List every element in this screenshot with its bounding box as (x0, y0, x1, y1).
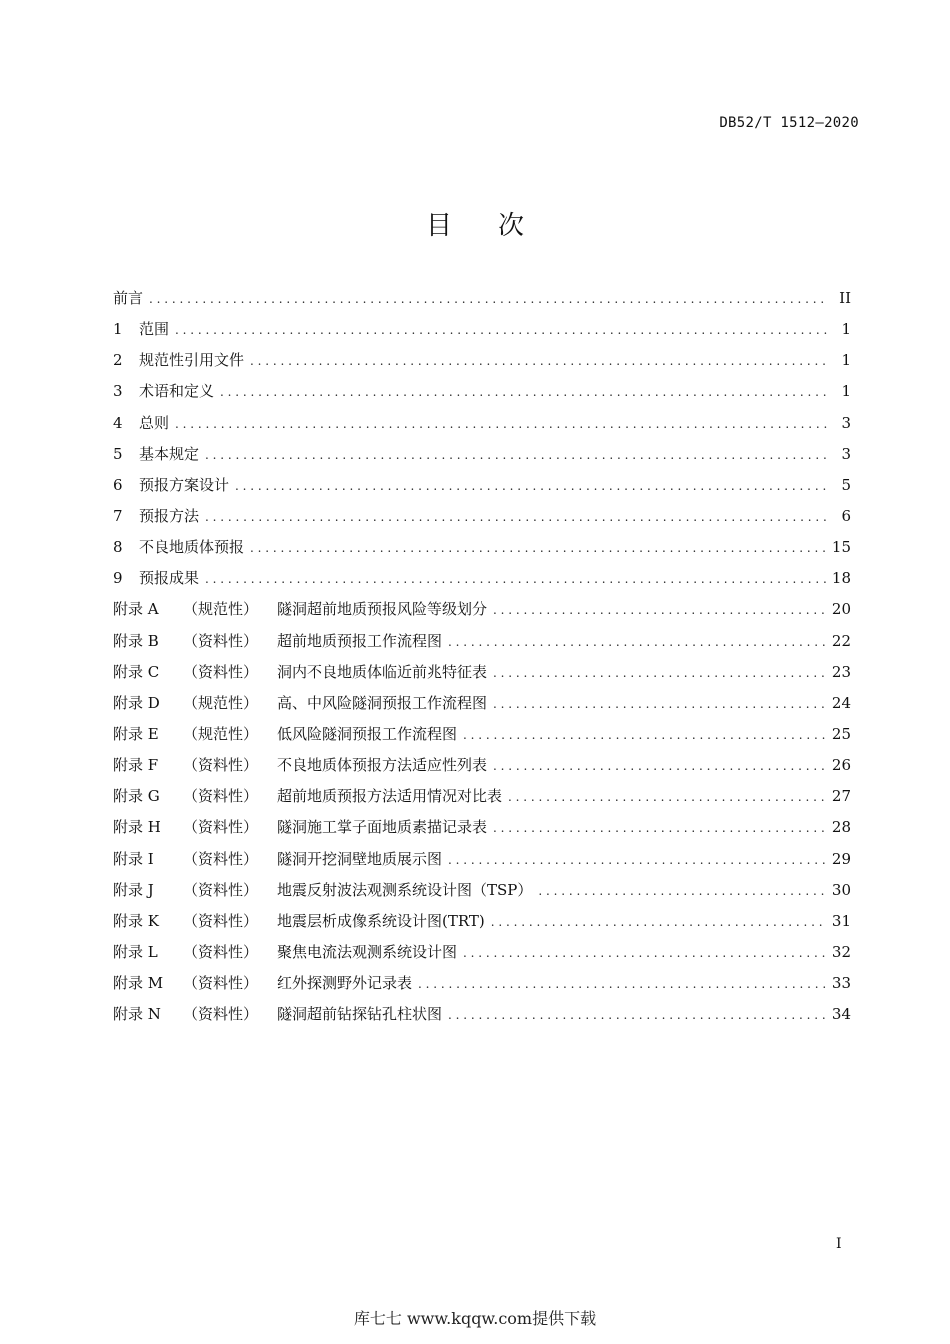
toc-section-number: 6 (113, 475, 123, 494)
toc-appendix-label: 附录 H (113, 818, 161, 837)
toc-page-number: 3 (841, 444, 851, 463)
toc-page-number: 1 (841, 351, 851, 370)
toc-appendix-kind: （资料性） (183, 942, 259, 961)
toc-entry-title: 地震反射波法观测系统设计图（TSP） (277, 880, 533, 899)
toc-appendix-kind: （资料性） (183, 880, 259, 899)
toc-entry[interactable] (113, 999, 851, 1030)
toc-entry-title: 前言 (113, 289, 144, 307)
toc-dot-leader (250, 533, 826, 564)
toc-section-number: 1 (113, 320, 123, 339)
toc-appendix-kind: （资料性） (183, 631, 259, 650)
toc-entry[interactable] (113, 937, 851, 968)
toc-page-number: 32 (831, 942, 851, 961)
toc-appendix-label: 附录 E (113, 724, 159, 743)
toc-page-number: 3 (841, 413, 851, 432)
toc-appendix-label: 附录 J (113, 880, 154, 899)
toc-entry-title: 隧洞施工掌子面地质素描记录表 (277, 818, 488, 837)
toc-dot-leader (463, 720, 826, 751)
toc-entry[interactable] (113, 906, 851, 937)
toc-page-number: 20 (831, 600, 851, 619)
toc-section-number: 5 (113, 444, 123, 463)
toc-appendix-label: 附录 B (113, 631, 159, 650)
toc-page-number: 24 (831, 693, 851, 712)
toc-page-number: 22 (831, 631, 851, 650)
toc-page-number: 23 (831, 662, 851, 681)
toc-entry[interactable] (113, 812, 851, 843)
toc-entry-title: 总则 (139, 413, 170, 432)
toc-entry[interactable] (113, 750, 851, 781)
toc-entry[interactable] (113, 875, 851, 906)
toc-entry-title: 基本规定 (139, 444, 200, 463)
toc-dot-leader (220, 377, 827, 408)
toc-entry[interactable] (113, 563, 851, 594)
toc-entry-title: 隧洞超前钻探钻孔柱状图 (277, 1005, 443, 1024)
toc-section-number: 3 (113, 382, 123, 401)
toc-appendix-kind: （资料性） (183, 756, 259, 775)
toc-entry-title: 超前地质预报工作流程图 (277, 631, 443, 650)
toc-entry[interactable] (113, 408, 851, 439)
toc-entry[interactable] (113, 439, 851, 470)
toc-dot-leader (448, 1000, 826, 1031)
toc-appendix-label: 附录 C (113, 662, 160, 681)
page-number: I (836, 1236, 842, 1252)
toc-section-number: 8 (113, 538, 123, 557)
toc-dot-leader (205, 502, 827, 533)
toc-dot-leader (448, 845, 826, 876)
toc-entry[interactable] (113, 719, 851, 750)
toc-page-number: 29 (831, 849, 851, 868)
toc-entry-title: 隧洞超前地质预报风险等级划分 (277, 600, 488, 619)
toc-dot-leader (205, 440, 827, 471)
toc-entry-title: 预报成果 (139, 569, 200, 588)
toc-page-number: 34 (831, 1005, 851, 1024)
toc-dot-leader (175, 409, 827, 440)
toc-page-number: 30 (831, 880, 851, 899)
toc-entry-title: 超前地质预报方法适用情况对比表 (277, 787, 503, 806)
toc-section-number: 2 (113, 351, 123, 370)
toc-page-number: 28 (831, 818, 851, 837)
toc-appendix-label: 附录 A (113, 600, 159, 619)
toc-entry-title: 隧洞开挖洞壁地质展示图 (277, 849, 443, 868)
toc-entry-title: 红外探测野外记录表 (277, 974, 413, 993)
toc-entry[interactable] (113, 594, 851, 625)
toc-entry-title: 高、中风险隧洞预报工作流程图 (277, 693, 488, 712)
toc-page-number: 6 (841, 506, 851, 525)
toc-appendix-kind: （资料性） (183, 1005, 259, 1024)
toc-appendix-kind: （资料性） (183, 818, 259, 837)
toc-dot-leader (205, 564, 826, 595)
toc-appendix-label: 附录 K (113, 911, 159, 930)
toc-dot-leader (175, 315, 827, 346)
toc-entry-title: 洞内不良地质体临近前兆特征表 (277, 662, 488, 681)
toc-dot-leader (250, 346, 827, 377)
toc-section-number: 4 (113, 413, 123, 432)
toc-dot-leader (493, 813, 826, 844)
toc-page-number: 31 (831, 911, 851, 930)
toc-entry[interactable] (113, 345, 851, 376)
toc-entry[interactable] (113, 844, 851, 875)
toc-page-number: 25 (831, 724, 851, 743)
toc-section-number: 9 (113, 569, 123, 588)
toc-entry[interactable] (113, 532, 851, 563)
toc-appendix-kind: （资料性） (183, 911, 259, 930)
toc-page-number: 5 (841, 475, 851, 494)
toc-appendix-kind: （资料性） (183, 662, 259, 681)
toc-entry-title: 范围 (139, 320, 170, 339)
toc-entry[interactable] (113, 501, 851, 532)
toc-section-number: 7 (113, 506, 123, 525)
toc-appendix-label: 附录 L (113, 942, 158, 961)
toc-entry[interactable] (113, 314, 851, 345)
toc-page-number: 1 (841, 320, 851, 339)
toc-appendix-label: 附录 F (113, 756, 159, 775)
toc-appendix-kind: （资料性） (183, 787, 259, 806)
toc-dot-leader (538, 876, 826, 907)
toc-page-number: 27 (831, 787, 851, 806)
toc-entry[interactable] (113, 688, 851, 719)
toc-dot-leader (508, 782, 826, 813)
toc-page-number: 26 (831, 756, 851, 775)
toc-appendix-label: 附录 G (113, 787, 160, 806)
toc-entry-title: 预报方法 (139, 506, 200, 525)
toc-entry[interactable] (113, 376, 851, 407)
page-title: 目次 (425, 211, 570, 241)
toc-appendix-label: 附录 N (113, 1005, 161, 1024)
toc-dot-leader (493, 689, 826, 720)
toc-entry[interactable] (113, 283, 851, 314)
toc-dot-leader (418, 969, 826, 1000)
toc-entry[interactable] (113, 470, 851, 501)
toc-dot-leader (235, 471, 827, 502)
footer-watermark: 库七七 www.kqqw.com提供下载 (353, 1309, 597, 1328)
toc-appendix-kind: （资料性） (183, 974, 259, 993)
toc-dot-leader (149, 284, 827, 315)
toc-entry-title: 不良地质体预报 (139, 538, 245, 557)
toc-appendix-label: 附录 M (113, 974, 164, 993)
toc-dot-leader (493, 658, 826, 689)
document-code: DB52/T 1512—2020 (719, 115, 859, 131)
toc-appendix-label: 附录 I (113, 849, 154, 868)
toc-entry-title: 地震层析成像系统设计图(TRT) (277, 911, 485, 930)
toc-dot-leader (491, 907, 826, 938)
toc-entry-title: 不良地质体预报方法适应性列表 (277, 756, 488, 775)
toc-entry-title: 预报方案设计 (139, 475, 230, 494)
toc-entry[interactable] (113, 968, 851, 999)
toc-appendix-label: 附录 D (113, 693, 160, 712)
toc-entry[interactable] (113, 626, 851, 657)
toc-page-number: II (839, 289, 851, 307)
toc-page-number: 18 (831, 569, 851, 588)
toc-appendix-kind: （规范性） (183, 693, 259, 712)
toc-page-number: 33 (831, 974, 851, 993)
toc-entry[interactable] (113, 781, 851, 812)
toc-page-number: 15 (831, 538, 851, 557)
toc-appendix-kind: （规范性） (183, 724, 259, 743)
toc-entry-title: 规范性引用文件 (139, 351, 245, 370)
toc-entry-title: 聚焦电流法观测系统设计图 (277, 942, 458, 961)
toc-page-number: 1 (841, 382, 851, 401)
toc-entry-title: 术语和定义 (139, 382, 215, 401)
toc-appendix-kind: （资料性） (183, 849, 259, 868)
toc-dot-leader (493, 595, 826, 626)
toc-appendix-kind: （规范性） (183, 600, 259, 619)
toc-dot-leader (493, 751, 826, 782)
table-of-contents (113, 283, 851, 1030)
toc-dot-leader (448, 627, 826, 658)
toc-dot-leader (463, 938, 826, 969)
toc-entry[interactable] (113, 657, 851, 688)
toc-entry-title: 低风险隧洞预报工作流程图 (277, 724, 458, 743)
